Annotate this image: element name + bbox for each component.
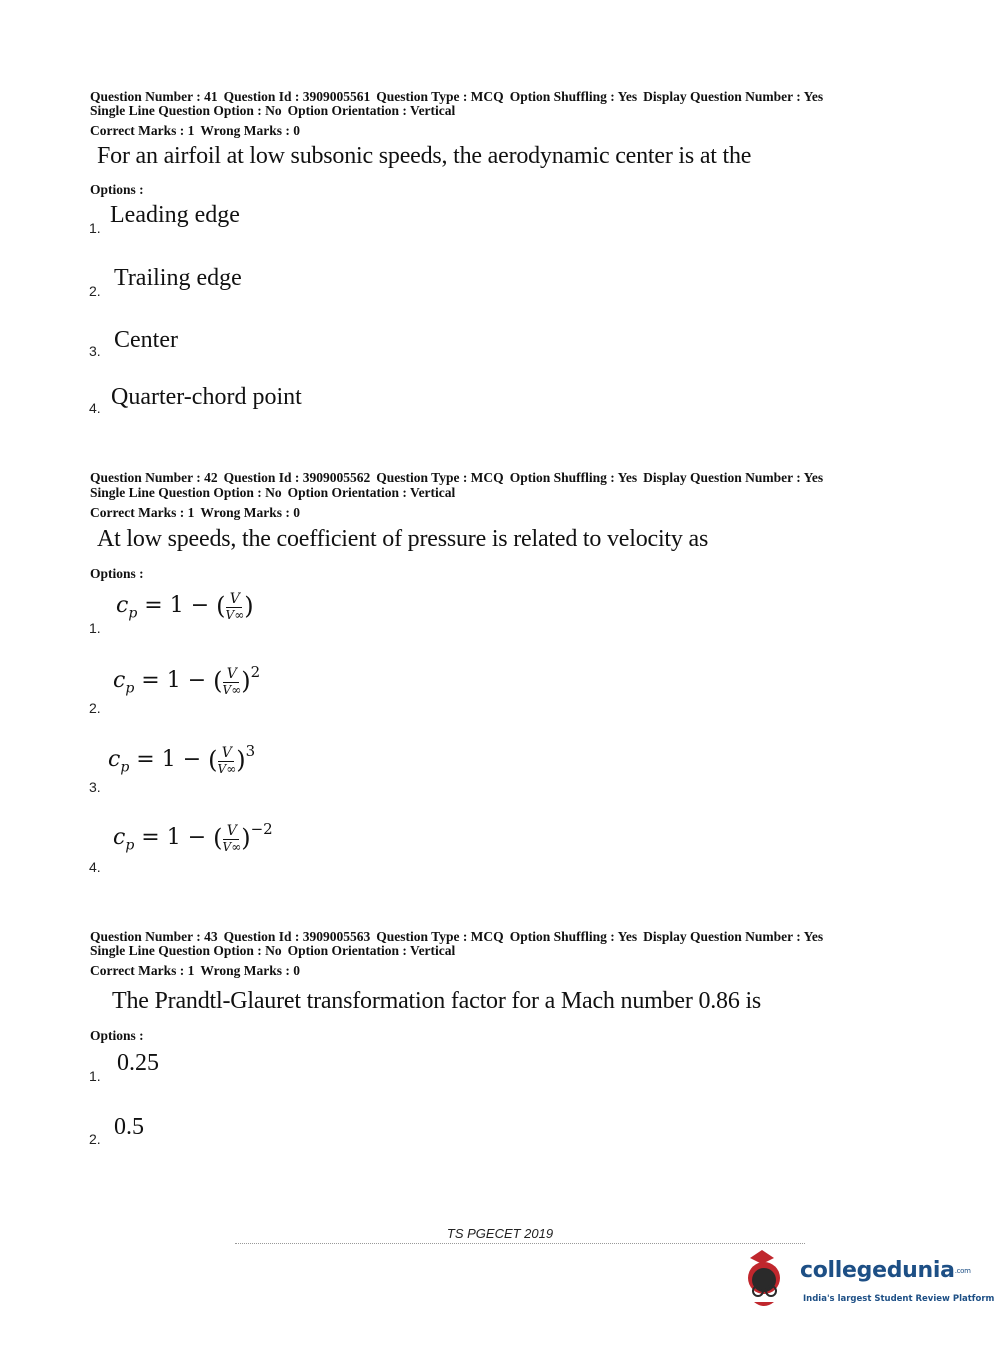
q41-option-2-text: Trailing edge <box>114 265 242 291</box>
q43-option-2-number: 2. <box>89 1131 101 1147</box>
q42-question-text: At low speeds, the coefficient of pressure is related to velocity as <box>97 526 709 552</box>
q43-option-1-text: 0.25 <box>117 1050 159 1076</box>
q43-option-2-text: 0.5 <box>114 1114 144 1140</box>
q42-option-2-formula: $c_p = 1$ − ( $\frac{V}{V\infty}$ )$^2$ <box>113 663 261 697</box>
logo-tagline: India's largest Student Review Platform <box>803 1294 995 1304</box>
q42-option-2-number: 2. <box>89 700 101 716</box>
q41-meta-line1: Question Number : 41 Question Id : 3909005561 Question Type : MCQ Option Shuffling : Yes Display Question Number : Yes <box>90 89 824 104</box>
q41-meta-line2: Single Line Question Option : No Option Orientation : Vertical <box>90 103 456 118</box>
q43-option-1-number: 1. <box>89 1068 101 1084</box>
q43-marks: Correct Marks : 1 Wrong Marks : 0 <box>90 963 300 978</box>
q42-meta-line1: Question Number : 42 Question Id : 3909005562 Question Type : MCQ Option Shuffling : Yes Display Question Number : Yes <box>90 470 824 485</box>
q41-option-4-text: Quarter-chord point <box>111 384 302 410</box>
q42-meta-line2: Single Line Question Option : No Option Orientation : Vertical <box>90 485 456 500</box>
q41-option-4-number: 4. <box>89 400 101 416</box>
q41-option-3-number: 3. <box>89 343 101 359</box>
q43-question-text: The Prandtl-Glauret transformation factor for a Mach number 0.86 is <box>112 988 762 1014</box>
q41-option-3-text: Center <box>114 327 178 353</box>
q42-option-1-number: 1. <box>89 620 101 636</box>
q41-question-text: For an airfoil at low subsonic speeds, the aerodynamic center is at the <box>97 143 752 169</box>
q41-options-label: Options : <box>90 182 144 197</box>
q43-meta-line2: Single Line Question Option : No Option Orientation : Vertical <box>90 943 456 958</box>
q43-options-label: Options : <box>90 1028 144 1043</box>
footer-divider <box>235 1243 805 1246</box>
q41-option-2-number: 2. <box>89 283 101 299</box>
q42-option-3-number: 3. <box>89 779 101 795</box>
footer-exam-title: TS PGECET 2019 <box>446 1226 554 1241</box>
q42-option-1-formula: $c_p = 1$ − ( $\frac{V}{V\infty}$ ) <box>116 590 254 622</box>
q42-marks: Correct Marks : 1 Wrong Marks : 0 <box>90 505 300 520</box>
mascot-icon <box>742 1250 802 1312</box>
q42-option-4-formula: $c_p = 1$ − ( $\frac{V}{V\infty}$ )$^{-2}$ <box>113 820 273 854</box>
q41-marks: Correct Marks : 1 Wrong Marks : 0 <box>90 123 300 138</box>
logo-wordmark: collegedunia.com <box>800 1258 971 1283</box>
q42-option-4-number: 4. <box>89 859 101 875</box>
q42-option-3-formula: $c_p = 1$ − ( $\frac{V}{V\infty}$ )$^3$ <box>108 742 256 776</box>
q42-options-label: Options : <box>90 566 144 581</box>
q41-option-1-text: Leading edge <box>110 202 240 228</box>
q43-meta-line1: Question Number : 43 Question Id : 3909005563 Question Type : MCQ Option Shuffling : Yes Display Question Number : Yes <box>90 929 824 944</box>
q41-option-1-number: 1. <box>89 220 101 236</box>
